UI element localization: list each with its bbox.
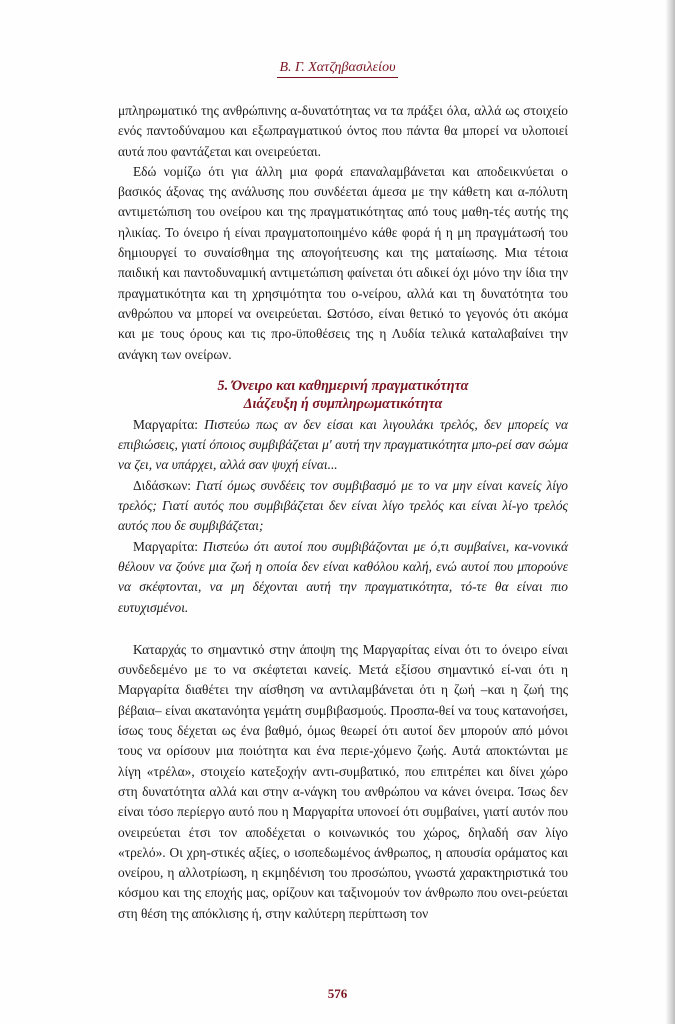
section-title-line2: Διάζευξη ή συμπληρωματικότητα xyxy=(243,395,443,412)
speech-text: Πιστεύω ότι αυτοί που συμβιβάζονται με ό,τι συμβαίνει, κα-νονικά θέλουν να ζούνε μια ζωή η οποία δεν είναι καθόλου καλή, ενώ αυτοί που μπορούνε να σκέφτονται, να μη δέχονται αυτή την πραγματικότητα, τό-τε θα είναι πιο ευτυχισμένοι. xyxy=(118,538,568,615)
paragraph: μπληρωματικό της ανθρώπινης α-δυνατότητας να τα πράξει όλα, αλλά ως στοιχείο ενός παντοδύναμου και εξωπραγματικού όντος που πάντα θα μπορεί να υλοποιεί αυτά που φαντάζεται και ονειρεύεται. xyxy=(118,103,568,159)
dialogue-line xyxy=(118,476,568,537)
page-number: 576 xyxy=(327,986,348,1001)
speaker-name: Μαργαρίτα: xyxy=(133,416,198,432)
running-title: Β. Γ. Χατζηβασιλείου xyxy=(277,60,397,78)
dialogue-line xyxy=(118,415,568,476)
page-edge-shadow xyxy=(665,0,675,1024)
paragraph: Εδώ νομίζω ότι για άλλη μια φορά επαναλαμβάνεται και αποδεικνύεται ο βασικός άξονας της ανάλυσης που συνδέεται άμεσα με την κάθετη και α-πόλυτη αντιμετώπιση του ονείρου και της πραγματικότητας από τους μαθη-τές αυτής της ηλικίας. Το όνειρο ή είναι πραγματοποιημένο κάθε φορά ή η μη πραγμάτωσή του δημιουργεί το συναίσθημα της απογοήτευσης και της ματαίωσης. Μια τέτοια παιδική και παντοδυναμική αντιμετώπιση φαίνεται ότι αδικεί όχι μόνο την ίδια την πραγματικότητα και τη χρησιμότητα του ο-νείρου, αλλά και τη δυνατότητα του ανθρώπου να μπορεί να ονειρεύεται. Ωστόσο, είναι θετικό το γεγονός ότι ακόμα και με τους όρους και τις προ-ϋποθέσεις της η Λυδία τελικά καταλαβαίνει την ανάγκη των ονείρων. xyxy=(118,163,568,362)
section-heading xyxy=(118,377,568,413)
speech-text: Πιστεύω πως αν δεν είσαι και λιγουλάκι τρελός, δεν μπορείς να επιβιώσεις, γιατί όποιος συμβιβάζεται μ' αυτή την πραγματικότητα μπο-ρεί σαν σώμα να ζει, να υπάρχει, αλλά σαν ψυχή είναι... xyxy=(118,416,568,473)
body-text xyxy=(118,101,568,924)
speech-text: Γιατί όμως συνδέεις τον συμβιβασμό με το να μην είναι κανείς λίγο τρελός; Γιατί αυτός που συμβιβάζεται δεν είναι λίγο τρελός και είναι λί-γο τρελός αυτός που δε συμβιβάζεται; xyxy=(118,477,568,534)
dialogue-block xyxy=(118,415,568,618)
spacer xyxy=(118,618,568,640)
paragraph: Καταρχάς το σημαντικό στην άποψη της Μαργαρίτας είναι ότι το όνειρο είναι συνδεδεμένο με το να σκέφτεται κανείς. Μετά εξίσου σημαντικό εί-ναι ότι η Μαργαρίτα διαθέτει την αίσθηση να αντιλαμβάνεται ότι η ζωή –και η ζωή της βέβαια– είναι ακατανόητα γεμάτη συμβιβασμούς. Προσπα-θεί να τους κατανοήσει, ίσως τους δέχεται ως ένα βαθμό, όμως θεωρεί ότι αυτοί δεν μπορούν από μόνοι τους να ορίσουν μια ποιότητα και ένα περιε-χόμενο ζωής. Αυτά αποκτώνται με λίγη «τρέλα», στοιχείο κατεξοχήν αντι-συμβατικό, που επιτρέπει και δίνει χώρο στη δυνατότητα αλλά και στην α-νάγκη του ανθρώπου να κάνει όνειρα. Ίσως δεν είναι τόσο περίεργο αυτό που η Μαργαρίτα υπονοεί ότι συμβαίνει, γιατί αυτόν που ονειρεύεται έτσι τον αποδέχεται ο κοινωνικός του χώρος, δηλαδή σαν λίγο «τρελό». Οι χρη-στικές αξίες, ο ισοπεδωμένος άνθρωπος, η απουσία οράματος και ονείρου, η αλλοτρίωση, η εκμηδένιση του προσώπου, γνωστά χαρακτηριστικά του κόσμου και της εποχής μας, ορίζουν και ταξινομούν τον άνθρωπο που ονει-ρεύεται στη θέση της απόκλισης ή, στην καλύτερη περίπτωση τον xyxy=(118,641,568,921)
section-title-line1: 5. Όνειρο και καθημερινή πραγματικότητα xyxy=(217,377,469,394)
speaker-name: Μαργαρίτα: xyxy=(133,538,198,554)
dialogue-line xyxy=(118,537,568,618)
speaker-name: Διδάσκων: xyxy=(133,477,191,493)
running-header xyxy=(0,58,675,78)
